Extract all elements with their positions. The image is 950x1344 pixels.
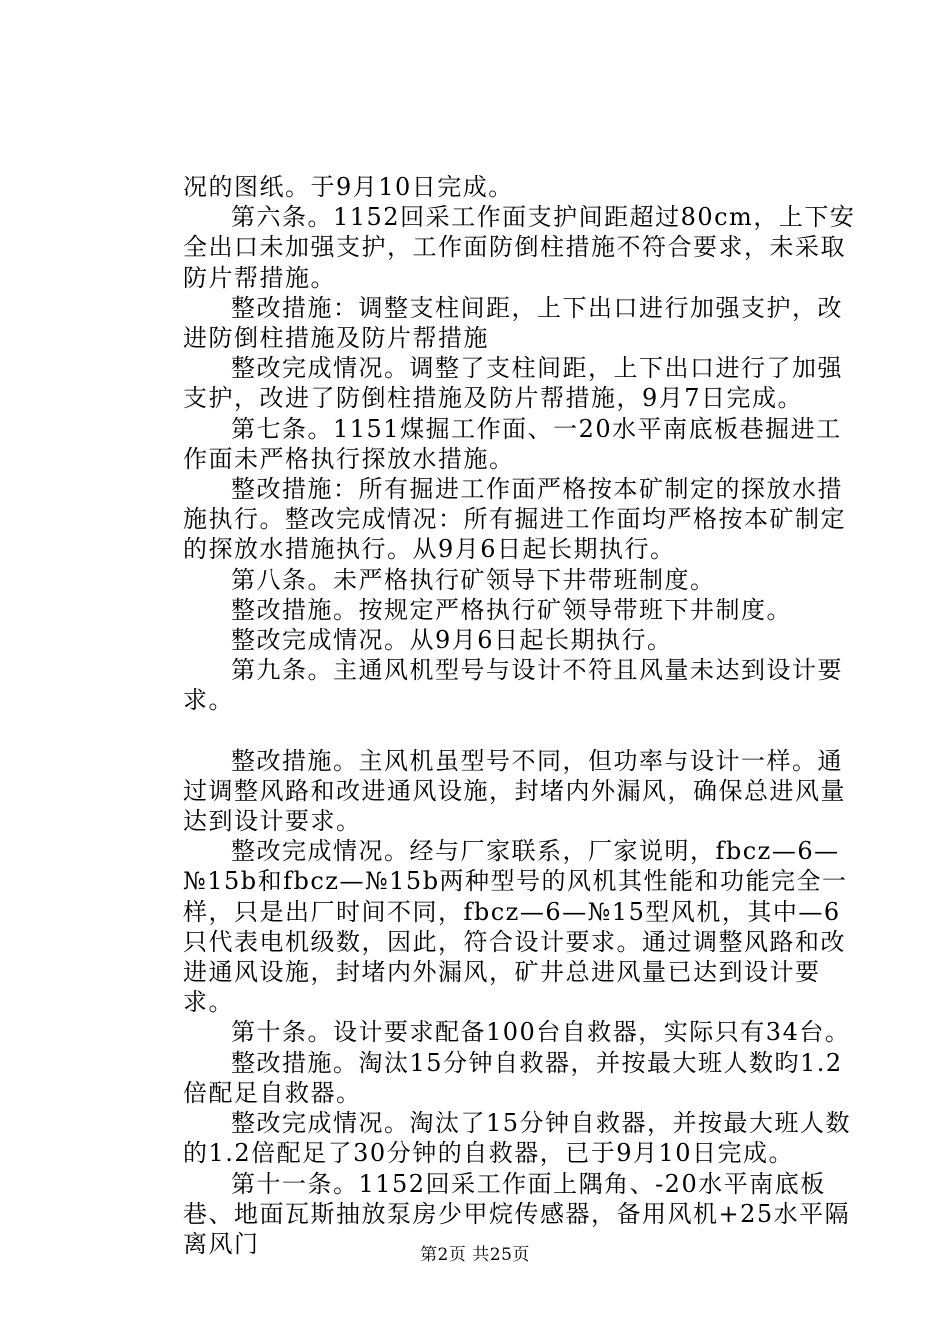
paragraph-article-8: 第八条。未严格执行矿领导下井带班制度。 [231, 565, 716, 594]
blank-line [183, 716, 863, 746]
paragraph-completion-9: 整改完成情况。经与厂家联系，厂家说明，fbcz—6—№15b和fbcz—№15b两种型号的风机其性能和功能完全一样，只是出厂时间不同，fbcz—6—№15型风机，其中—6只代表电机级数，因此，符合设计要求。通过调整风路和改进通风设施，封堵内外漏风，矿井总进风量已达到设计要求。 [183, 837, 848, 1017]
page-footer: 第2页 共25页 [420, 1245, 530, 1265]
paragraph-measures-7: 整改措施：所有掘进工作面严格按本矿制定的探放水措施执行。整改完成情况：所有掘进工作面均严格按本矿制定的探放水措施执行。从9月6日起长期执行。 [183, 475, 846, 564]
paragraph-measures-9: 整改措施。主风机虽型号不同，但功率与设计一样。通过调整风路和改进通风设施，封堵内外漏风，确保总进风量达到设计要求。 [183, 746, 846, 836]
paragraph-article-11: 第十一条。1152回采工作面上隅角、-20水平南底板巷、地面瓦斯抽放泵房少甲烷传感器，备用风机+25水平隔离风门 [183, 1169, 851, 1258]
paragraph-article-6: 第六条。1152回采工作面支护间距超过80cm，上下安全出口未加强支护，工作面防倒柱措施不符合要求，未采取防片帮措施。 [183, 203, 856, 292]
paragraph-measures-6: 整改措施：调整支柱间距，上下出口进行加强支护，改进防倒柱措施及防片帮措施 [183, 293, 843, 353]
document-body [183, 172, 863, 1259]
paragraph-completion-8: 整改完成情况。从9月6日起长期执行。 [231, 626, 673, 655]
paragraph-completion-10: 整改完成情况。淘汰了15分钟自救器，并按最大班人数的1.2倍配足了30分钟的自救器，已于9月10日完成。 [183, 1109, 852, 1168]
paragraph-completion-6: 整改完成情况。调整了支柱间距，上下出口进行了加强支护，改进了防倒柱措施及防片帮措施，9月7日完成。 [183, 354, 843, 413]
paragraph-article-9: 第九条。主通风机型号与设计不符且风量未达到设计要求。 [183, 656, 843, 715]
paragraph-measures-10: 整改措施。淘汰15分钟自救器，并按最大班人数昀1.2倍配足自救器。 [183, 1048, 843, 1107]
paragraph-article-10: 第十条。设计要求配备100台自救器，实际只有34台。 [231, 1018, 851, 1047]
paragraph-measures-8: 整改措施。按规定严格执行矿领导带班下井制度。 [231, 595, 792, 624]
paragraph-1: 况的图纸。于9月10日完成。 [183, 173, 514, 201]
paragraph-article-7: 第七条。1151煤掘工作面、一20水平南底板巷掘进工作面未严格执行探放水措施。 [183, 414, 842, 473]
